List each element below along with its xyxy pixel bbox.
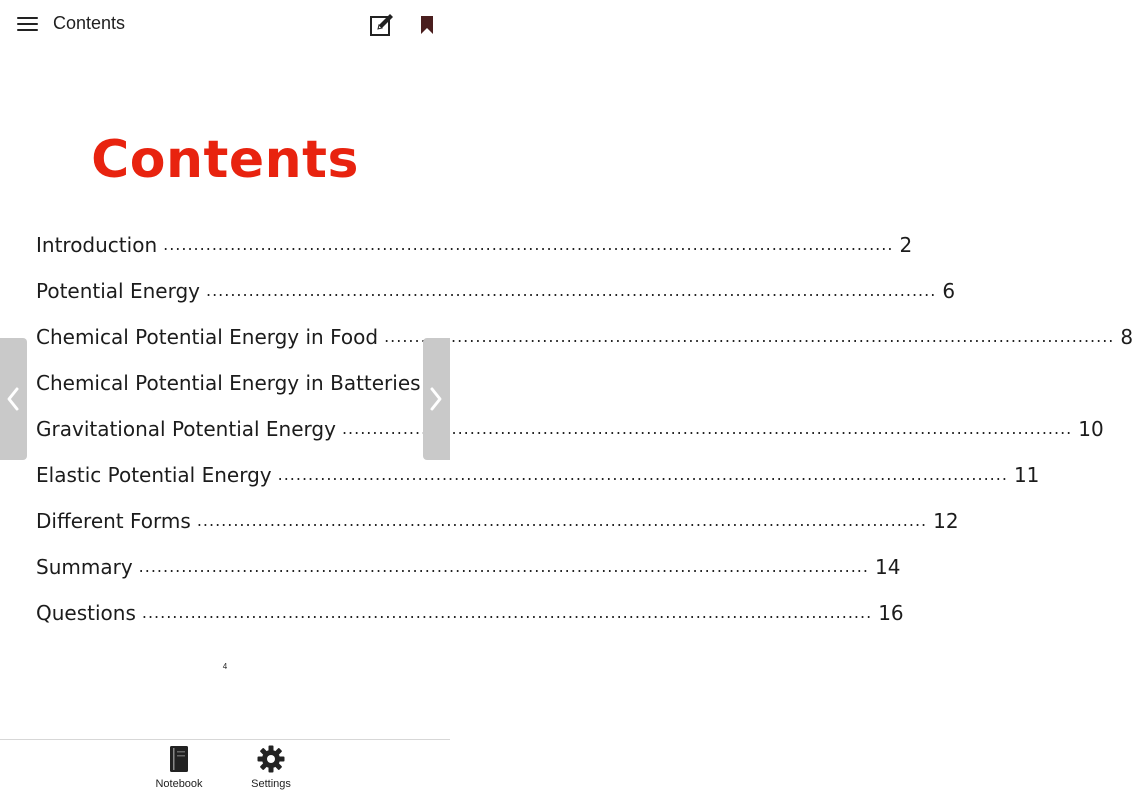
menu-line xyxy=(17,17,38,19)
toc-leader-dots xyxy=(139,557,869,577)
app-bar xyxy=(0,0,450,48)
toc-item-page: 12 xyxy=(927,509,958,533)
hamburger-menu-icon[interactable] xyxy=(14,12,42,36)
toc-item-title: Chemical Potential Energy in Food xyxy=(36,325,384,349)
toc-item-questions[interactable] xyxy=(36,590,904,636)
notebook-icon xyxy=(167,744,191,774)
app-bar-title: Contents xyxy=(53,13,126,33)
toc-item-page: 10 xyxy=(1072,417,1103,441)
toc-item-chemical-food[interactable] xyxy=(36,314,1133,360)
toc-item-elastic[interactable] xyxy=(36,452,1040,498)
page-heading: Contents xyxy=(91,130,359,190)
table-of-contents xyxy=(36,222,1133,636)
toc-item-page: 8 xyxy=(1114,325,1133,349)
bookmark-icon[interactable] xyxy=(414,12,440,38)
toc-item-page: 14 xyxy=(869,555,900,579)
toc-leader-dots xyxy=(142,603,872,623)
chevron-left-icon xyxy=(6,386,20,412)
toc-item-different-forms[interactable] xyxy=(36,498,959,544)
page-number: 4 xyxy=(222,662,228,671)
toc-item-title: Summary xyxy=(36,555,139,579)
toc-item-introduction[interactable] xyxy=(36,222,913,268)
toc-item-title: Chemical Potential Energy in Batteries xyxy=(36,371,427,395)
toc-item-title: Introduction xyxy=(36,233,163,257)
toc-item-potential-energy[interactable] xyxy=(36,268,956,314)
toc-item-page: 16 xyxy=(872,601,903,625)
toc-item-title: Questions xyxy=(36,601,142,625)
menu-line xyxy=(17,23,38,25)
toc-leader-dots xyxy=(206,281,936,301)
notebook-button[interactable] xyxy=(144,744,214,790)
toc-leader-dots xyxy=(163,235,893,255)
settings-label: Settings xyxy=(251,778,291,790)
gear-icon xyxy=(256,744,286,774)
toc-item-page: 2 xyxy=(893,233,912,257)
toc-item-title: Elastic Potential Energy xyxy=(36,463,278,487)
toc-item-chemical-batteries[interactable] xyxy=(36,360,421,406)
toc-leader-dots xyxy=(197,511,927,531)
menu-line xyxy=(17,29,38,31)
edit-note-icon[interactable] xyxy=(368,11,396,39)
toc-leader-dots xyxy=(342,419,1072,439)
next-page-button[interactable] xyxy=(423,338,450,460)
toc-item-title: Different Forms xyxy=(36,509,197,533)
notebook-label: Notebook xyxy=(155,778,203,790)
toc-item-page: 11 xyxy=(1008,463,1039,487)
bottom-navigation xyxy=(0,739,450,800)
toc-item-title: Potential Energy xyxy=(36,279,206,303)
previous-page-button[interactable] xyxy=(0,338,27,460)
toc-item-gravitational[interactable] xyxy=(36,406,1104,452)
toc-leader-dots xyxy=(384,327,1114,347)
toc-item-summary[interactable] xyxy=(36,544,901,590)
toc-leader-dots xyxy=(278,465,1008,485)
chevron-right-icon xyxy=(429,386,443,412)
toc-item-title: Gravitational Potential Energy xyxy=(36,417,342,441)
toc-item-page: 6 xyxy=(936,279,955,303)
settings-button[interactable] xyxy=(236,744,306,790)
